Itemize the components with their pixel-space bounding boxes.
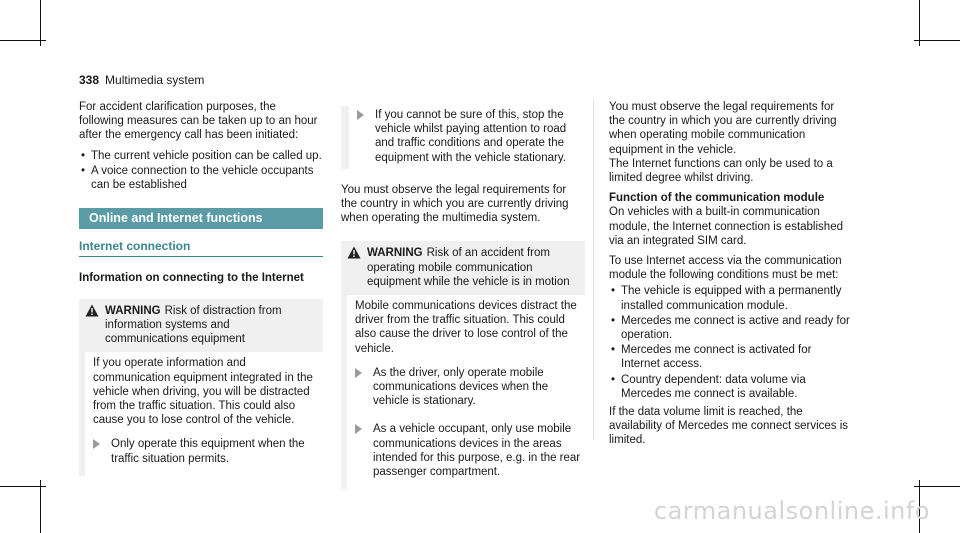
warning-icon (347, 246, 361, 259)
page-header (79, 73, 204, 87)
warning-title: Risk of an accident from operating mobile communication equipment while the vehicle is in motion (367, 247, 570, 288)
crop-mark (0, 486, 46, 487)
arrow-icon (357, 110, 364, 120)
heading: Function of the communication module (609, 192, 825, 205)
warning-header (341, 241, 585, 295)
instruction-text: Only operate this equipment when the traffic situation permits. (111, 438, 305, 465)
measures-list (79, 149, 323, 193)
internet-limit-text: The Internet functions can only be used to a limited degree whilst driving. (609, 157, 833, 185)
arrow-icon (355, 424, 362, 434)
instruction-item (355, 420, 585, 483)
crop-mark (914, 40, 960, 41)
list-item: • A voice connection to the vehicle occupants can be established (79, 164, 323, 192)
column-2 (341, 106, 585, 495)
module-text: On vehicles with a built-in communication module, the Internet connection is established via an integrated SIM card. (609, 206, 843, 247)
crop-mark (40, 480, 41, 533)
subsection-title: Internet connection (79, 239, 323, 256)
instruction-text: As the driver, only operate mobile communications devices when the vehicle is stationary. (373, 366, 549, 408)
instruction-text: As a vehicle occupant, only use mobile communications devices in the areas intended for this purpose, e.g. in the rear passenger compartment. (373, 423, 581, 479)
warning-box (79, 299, 323, 476)
list-item: • Mercedes me connect is activated for Internet access. (609, 343, 853, 371)
warning-label: WARNING (105, 304, 161, 317)
legal-text: You must observe the legal requirements for the country in which you are currently driving when operating mobile communication equipment in the vehicle. (609, 101, 837, 156)
warning-box (341, 241, 585, 489)
warning-header (79, 299, 323, 353)
warning-title: Risk of distraction from information systems and communications equipment (105, 304, 282, 346)
data-limit-text: If the data volume limit is reached, the availability of Mercedes me connect services is limited. (609, 406, 849, 447)
intro-text: For accident clarification purposes, the following measures can be taken up to an hour after the emergency call has been initiated: (79, 101, 318, 142)
warning-text: Mobile communications devices distract the driver from the traffic situation. This could also cause the driver to lose control of the vehicle. (355, 300, 577, 355)
list-item: • The current vehicle position can be called up. (79, 149, 323, 163)
watermark: carmanualsonline.info (653, 497, 930, 525)
arrow-icon (355, 368, 362, 378)
conditions-list (609, 284, 853, 401)
instruction-item (93, 435, 323, 469)
section-title: Multimedia system (105, 73, 205, 87)
instruction-item (355, 364, 585, 413)
conditions-intro: To use Internet access via the communication module the following conditions must be met: (609, 255, 842, 282)
page-number: 338 (79, 73, 100, 87)
warning-text: If you operate information and communication equipment integrated in the vehicle when driving, you will be distracted from the traffic situation. This could also cause you to lose control of the vehicle. (93, 357, 313, 427)
crop-mark (0, 40, 46, 41)
list-item: • Country dependent: data volume via Mercedes me connect is available. (609, 373, 853, 401)
crop-mark (914, 486, 960, 487)
instruction-item (341, 106, 585, 169)
section-bar: Online and Internet functions (79, 208, 323, 229)
warning-icon (85, 304, 99, 317)
legal-text: You must observe the legal requirements for the country in which you are currently driving when operating the multimedia system. (341, 183, 569, 225)
warning-label: WARNING (367, 247, 423, 260)
column-divider (593, 100, 594, 440)
warning-body (341, 295, 585, 489)
warning-body (79, 352, 323, 475)
column-3 (609, 100, 853, 454)
list-item: • The vehicle is equipped with a permanently installed communication module. (609, 284, 853, 312)
arrow-icon (93, 439, 100, 449)
instruction-text: If you cannot be sure of this, stop the vehicle whilst paying attention to road and traffic conditions and operate the equipment with the vehicle stationary. (375, 109, 567, 164)
column-1 (79, 100, 323, 482)
list-item: • Mercedes me connect is active and ready for operation. (609, 314, 853, 342)
heading: Information on connecting to the Internet (79, 271, 304, 284)
